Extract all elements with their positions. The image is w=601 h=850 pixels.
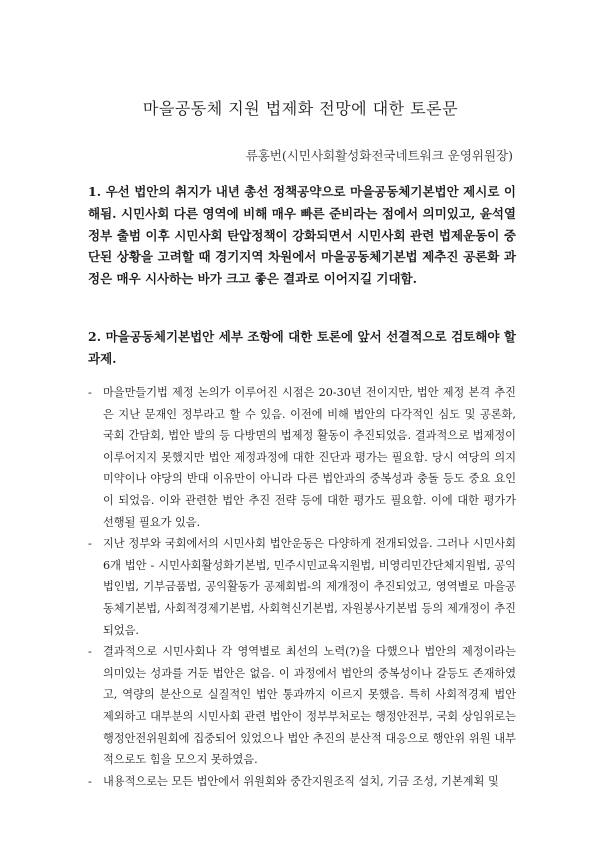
list-item <box>88 771 516 793</box>
bullet-text: 지난 정부와 국회에서의 시민사회 법안운동은 다양하게 전개되었음. 그러나 시민사회 6개 법안 - 시민사회활성화기본법, 민주시민교육지원법, 비영리민간단체지원법, 공익법인법, 기부금품법, 공익활동가 공제회법-의 제개정이 추진되었고, 영역별로 마을공동체기본법, 사회적경제기본법, 사회혁신기본법, 자원봉사기본법 등의 제개정이 추진되었음. <box>103 537 516 637</box>
bullet-dash: - <box>88 774 92 788</box>
section-1-paragraph: 1. 우선 법안의 취지가 내년 총선 정책공약으로 마을공동체기본법안 제시로 이해됨. 시민사회 다른 영역에 비해 매우 빠른 준비라는 점에서 의미있고, 윤석열 정부 출범 이후 시민사회 탄압정책이 강화되면서 시민사회 관련 법제운동이 중단된 상황을 고려할 때 경기지역 차원에서 마을공동체기본법 제추진 공론화 과정은 매우 시사하는 바가 크고 좋은 결과로 이어지길 기대함. <box>88 184 516 287</box>
bullet-text: 내용적으로는 모든 법안에서 위원회와 중간지원조직 설치, 기금 조성, 기본계획 및 <box>103 774 499 788</box>
bullet-dash: - <box>88 645 92 659</box>
bullet-text: 마을만들기법 제정 논의가 이루어진 시점은 20-30년 전이지만, 법안 제정 본격 추진은 지난 문재인 정부라고 할 수 있음. 이전에 비해 법안의 다각적인 심도 및 공론화, 국회 간담회, 법안 발의 등 다방면의 법제정 활동이 추진되었음. 결과적으로 법제정이 이루어지지 못했지만 법안 제정과정에 대한 진단과 평가는 필요함. 당시 여당의 의지 미약이나 야당의 반대 이유만이 아니라 다른 법안과의 중복성과 충돌 등도 중요 요인이 되었음. 이와 관련한 법안 추진 전략 등에 대한 평가도 필요함. 이에 대한 평가가 선행될 필요가 있음. <box>103 386 516 529</box>
list-item <box>88 641 516 771</box>
bullet-dash: - <box>88 386 92 399</box>
bullet-dash: - <box>88 537 92 551</box>
bullet-list <box>88 382 516 792</box>
document-title: 마을공동체 지원 법제화 전망에 대한 토론문 <box>142 99 459 118</box>
bullet-text: 결과적으로 시민사회나 각 영역별로 최선의 노력(?)을 다했으나 법안의 제정이라는 의미있는 성과를 거둔 법안은 없음. 이 과정에서 법안의 중복성이나 갈등도 존재하였고, 역량의 분산으로 실질적인 법안 통과까지 이르지 못했음. 특히 사회적경제 법안 제외하고 대부분의 시민사회 관련 법안이 정부부처로는 행정안전부, 국회 상임위로는 행정안전위원회에 집중되어 있었으나 법안 추진의 분산적 대응으로 행안위 위원 내부적으로도 힘을 모으지 못하였음. <box>103 645 516 767</box>
section-2-heading: 2. 마을공동체기본법안 세부 조항에 대한 토론에 앞서 선결적으로 검토해야 할 과제. <box>88 329 516 366</box>
list-item <box>88 533 516 641</box>
list-item <box>88 382 516 533</box>
author-line: 류홍번(시민사회활성화전국네트워크 운영위원장) <box>245 148 513 163</box>
